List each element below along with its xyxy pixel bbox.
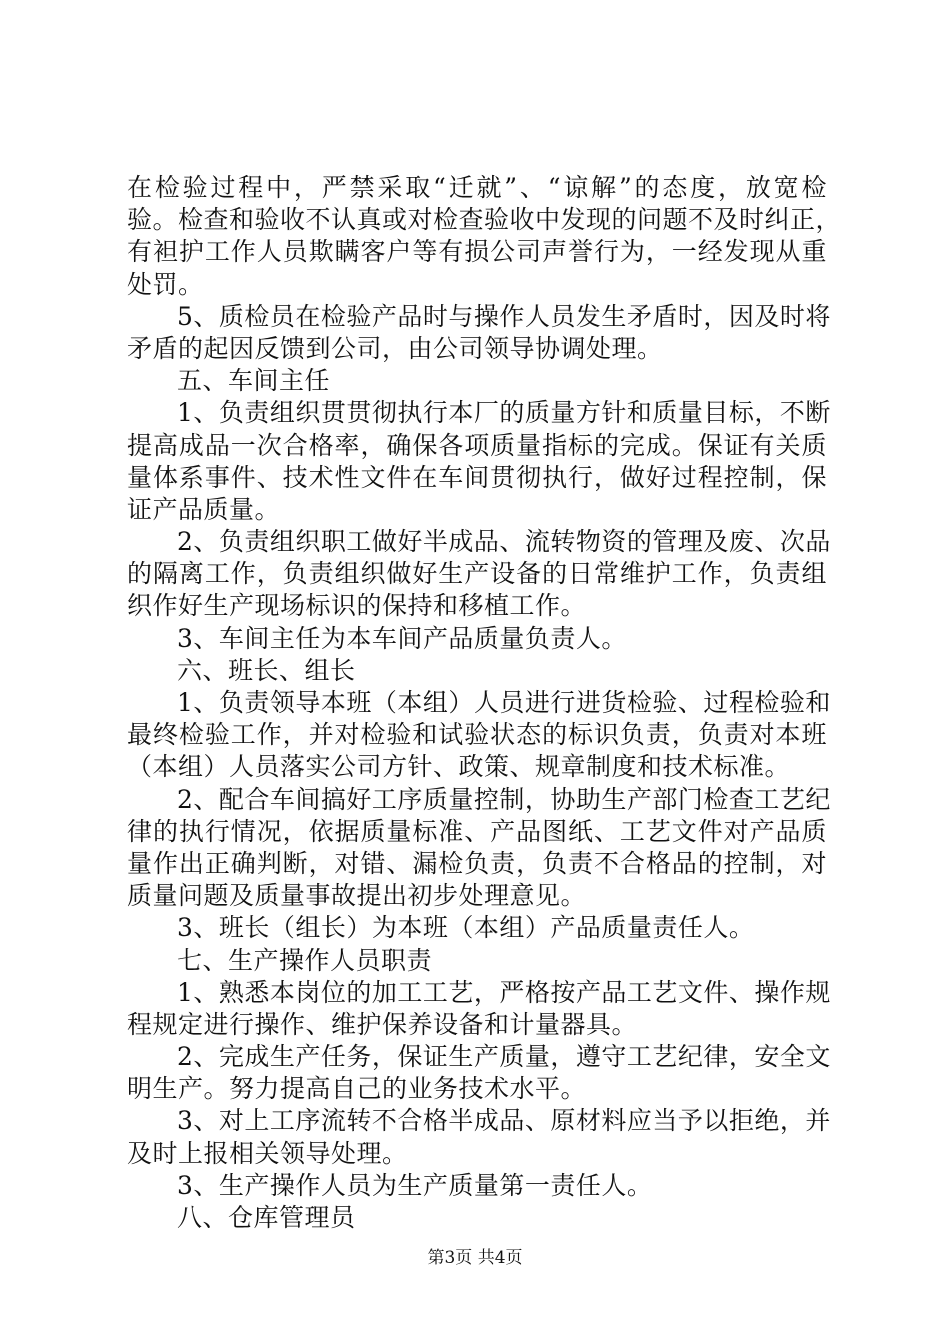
text-line: 八、仓库管理员	[177, 1203, 356, 1232]
text-line: 五、车间主任	[177, 366, 331, 396]
text-line: 有袒护工作人员欺瞒客户等有损公司声誉行为，一经发现从重	[127, 237, 827, 267]
text-line: 织作好生产现场标识的保持和移植工作。	[127, 591, 587, 621]
text-line: 的隔离工作，负责组织做好生产设备的日常维护工作，负责组	[127, 559, 827, 589]
text-line: 六、班长、组长	[177, 655, 356, 685]
text-line: （本组）人员落实公司方针、政策、规章制度和技术标准。	[127, 752, 791, 782]
text-line: 七、生产操作人员职责	[177, 945, 433, 975]
text-line: 3、班长（组长）为本班（本组）产品质量责任人。	[177, 913, 755, 943]
text-line: 及时上报相关领导处理。	[127, 1138, 408, 1168]
page-footer: 第3页 共4页	[427, 1248, 523, 1268]
document-body	[127, 172, 842, 1234]
text-line: 律的执行情况，依据质量标准、产品图纸、工艺文件对产品质	[127, 816, 827, 846]
text-line: 最终检验工作，并对检验和试验状态的标识负责，负责对本班	[127, 720, 827, 750]
text-line: 1、熟悉本岗位的加工工艺，严格按产品工艺文件、操作规	[177, 977, 831, 1007]
text-line: 量作出正确判断，对错、漏检负责，负责不合格品的控制，对	[127, 848, 827, 878]
text-line: 2、配合车间搞好工序质量控制，协助生产部门检查工艺纪	[177, 784, 831, 814]
text-line: 矛盾的起因反馈到公司，由公司领导协调处理。	[127, 333, 663, 363]
text-line: 明生产。努力提高自己的业务技术水平。	[127, 1074, 587, 1104]
text-line: 处罚。	[127, 269, 204, 299]
text-line: 3、车间主任为本车间产品质量负责人。	[177, 623, 627, 653]
text-line: 1、负责领导本班（本组）人员进行进货检验、过程检验和	[177, 688, 831, 717]
text-line: 2、负责组织职工做好半成品、流转物资的管理及废、次品	[177, 527, 831, 557]
text-line: 在检验过程中，严禁采取“迁就”、“谅解”的态度，放宽检	[127, 173, 827, 202]
text-line: 验。检查和验收不认真或对检查验收中发现的问题不及时纠正，	[127, 205, 842, 235]
text-line: 3、对上工序流转不合格半成品、原材料应当予以拒绝，并	[177, 1106, 831, 1136]
text-line: 3、生产操作人员为生产质量第一责任人。	[177, 1170, 653, 1200]
text-line: 量体系事件、技术性文件在车间贯彻执行，做好过程控制，保	[127, 462, 827, 492]
text-line: 5、质检员在检验产品时与操作人员发生矛盾时，因及时将	[177, 301, 831, 331]
text-line: 质量问题及质量事故提出初步处理意见。	[127, 881, 587, 911]
text-line: 程规定进行操作、维护保养设备和计量器具。	[127, 1009, 638, 1039]
text-line: 2、完成生产任务，保证生产质量，遵守工艺纪律，安全文	[177, 1042, 831, 1072]
text-line: 证产品质量。	[127, 494, 281, 524]
text-line: 1、负责组织贯贯彻执行本厂的质量方针和质量目标，不断	[177, 398, 831, 428]
text-line: 提高成品一次合格率，确保各项质量指标的完成。保证有关质	[127, 430, 827, 460]
